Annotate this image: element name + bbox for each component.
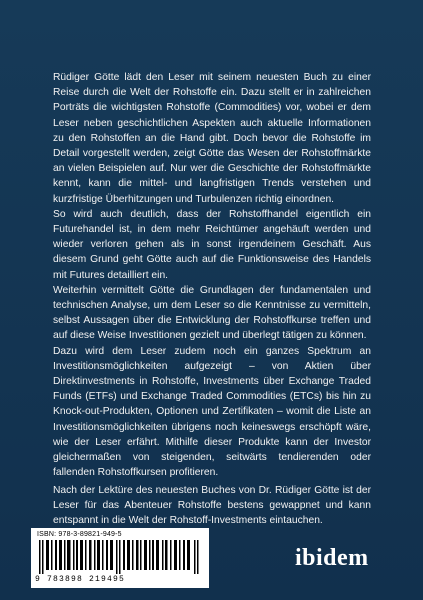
closing-text (53, 483, 371, 529)
closing-paragraph: Nach der Lektüre des neuesten Buches von Dr. Rüdiger Götte ist der Leser für das Abenteuer Rohstoffe bestens gewappnet und kann entspannt in die Welt der Rohstoff-Investments eintauchen. (53, 485, 371, 527)
blurb-paragraph-4: Dazu wird dem Leser zudem noch ein ganzes Spektrum an Investitionsmöglichkeiten aufgezeigt – von Aktien über Direktinvestments in Rohstoffe, Investments über Exchange Traded Funds (ETFs) und Exchange Traded Commodities (ETCs) bis hin zu Knock-out-Produkten, Optionen und Zertifikaten – womit die Liste an Investitionsmöglichkeiten übrigens noch keineswegs erschöpft wäre, wie der Leser erfährt. Mithilfe dieser Produkte kann der Investor gleichermaßen von steigenden, seitwärts tendierenden oder fallenden Rohstoffkursen profitieren. (53, 345, 371, 479)
blurb-paragraph-2: So wird auch deutlich, dass der Rohstoffhandel eigentlich ein Futurehandel ist, in dem mehr Reichtümer angehäuft werden und wieder verloren gehen als in sonst irgendeinem Geschäft. Aus diesem Grund geht Götte auch auf die Funktionsweise des Handels mit Futures detailliert ein. (53, 208, 371, 281)
isbn-label: ISBN: 978-3-89821-949-5 (37, 531, 122, 538)
isbn-barcode (31, 528, 209, 588)
publisher-logo: ibidem (295, 545, 369, 571)
blurb-text (53, 70, 371, 480)
barcode-bars-icon (39, 540, 201, 574)
blurb-paragraph-3: Weiterhin vermittelt Götte die Grundlagen der fundamentalen und technischen Analyse, um dem Leser so die Kenntnisse zu vermitteln, selbst Aussagen über die Entwicklung der Rohstoffkurse treffen und auf diese Weise Investitionen gezielt und überlegt tätigen zu können. (53, 284, 371, 342)
barcode-digits: 9 783898 219495 (35, 575, 126, 584)
blurb-paragraph-1: Rüdiger Götte lädt den Leser mit seinem neuesten Buch zu einer Reise durch die Welt der Rohstoffe ein. Dazu stellt er in zahlreichen Porträts die wichtigsten Rohstoffe (Commodities) vor, wobei er dem Leser neben geschichtlichen Aspekten auch aktuelle Informationen zu den Rohstoffen an die Hand gibt. Doch bevor die Rohstoffe im Detail vorgestellt werden, zeigt Götte das Wesen der Rohstoffmärkte an vielen Beispielen auf. Nur wer die Geschichte der Rohstoffmärkte kennt, kann die mittel- und langfristigen Trends verstehen und kurzfristige Überhitzungen und Turbulenzen richtig einordnen. (53, 72, 371, 205)
